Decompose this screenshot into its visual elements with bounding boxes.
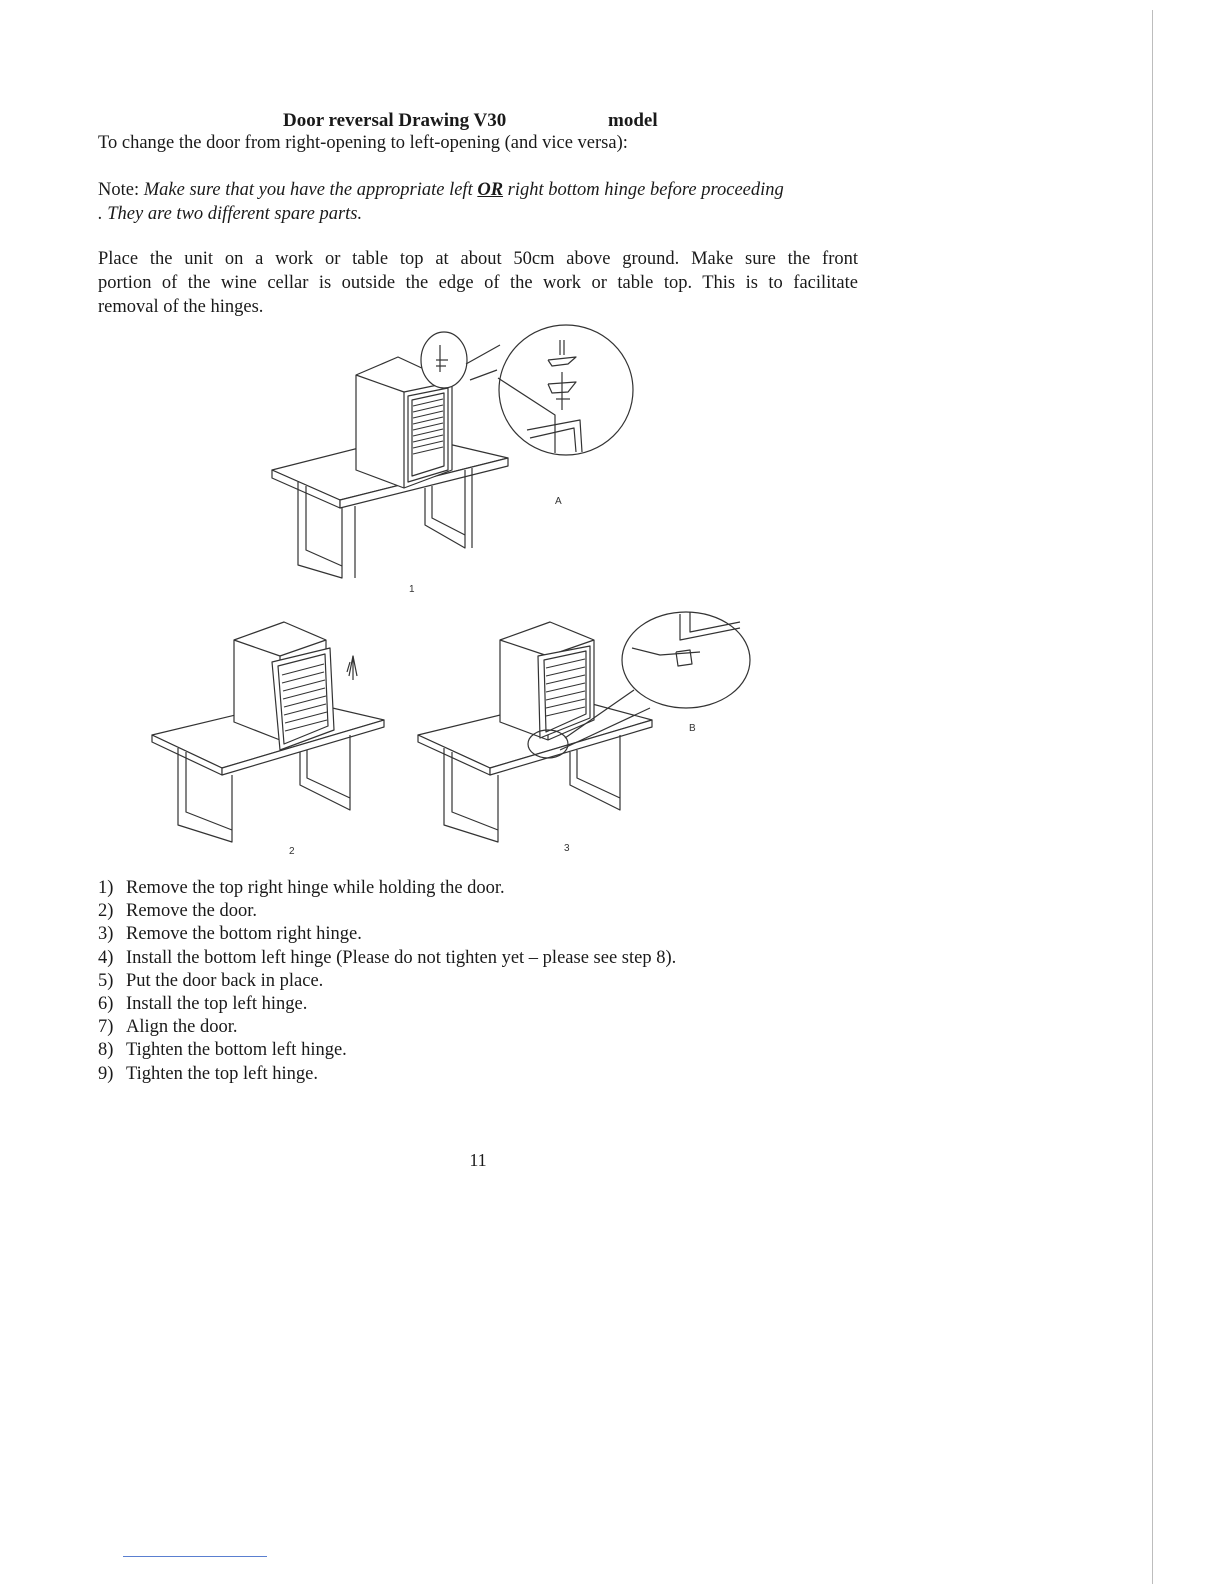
figure-label-2: 2 <box>289 846 295 857</box>
intro-text: To change the door from right-opening to left-opening (and vice versa): <box>98 133 628 153</box>
placement-line1: Place the unit on a work or table top at about 50cm above ground. Make sure the front <box>98 249 858 269</box>
list-item: 4) Install the bottom left hinge (Please do not tighten yet – please see step 8). <box>98 947 677 968</box>
list-item: 5) Put the door back in place. <box>98 970 324 991</box>
figure-2-drawing <box>152 622 384 842</box>
figure-3-drawing <box>418 612 750 842</box>
list-item: 3) Remove the bottom right hinge. <box>98 924 362 945</box>
footnote-separator <box>123 1556 267 1557</box>
list-item: 1) Remove the top right hinge while holding the door. <box>98 878 505 898</box>
placement-line2: portion of the wine cellar is outside the edge of the work or table top. This is to facilitate <box>98 273 858 293</box>
list-item: 9) Tighten the top left hinge. <box>98 1063 319 1084</box>
note-label: Note: <box>98 180 144 200</box>
figure-label-b: B <box>689 723 696 734</box>
steps-list <box>98 877 676 1086</box>
list-item: 7) Align the door. <box>98 1017 238 1038</box>
note-text-after: right bottom hinge before proceeding <box>503 180 784 200</box>
list-item: 6) Install the top left hinge. <box>98 994 308 1015</box>
list-item: 2) Remove the door. <box>98 901 258 922</box>
figure-label-3: 3 <box>564 843 570 854</box>
list-item: 8) Tighten the bottom left hinge. <box>98 1040 347 1061</box>
note-emphasis: OR <box>477 180 504 200</box>
figure-1-drawing <box>272 325 633 578</box>
figure-label-1: 1 <box>409 584 415 595</box>
note-text-before: Make sure that you have the appropriate left <box>143 180 478 200</box>
figure-label-a: A <box>555 496 562 507</box>
scan-edge-line <box>1152 10 1153 1584</box>
page-number: 11 <box>469 1150 487 1170</box>
title-model: model <box>608 110 658 131</box>
title-text: Door reversal Drawing V30 <box>283 110 507 131</box>
placement-line3: removal of the hinges. <box>98 297 264 317</box>
note-line2: . They are two different spare parts. <box>98 204 363 224</box>
